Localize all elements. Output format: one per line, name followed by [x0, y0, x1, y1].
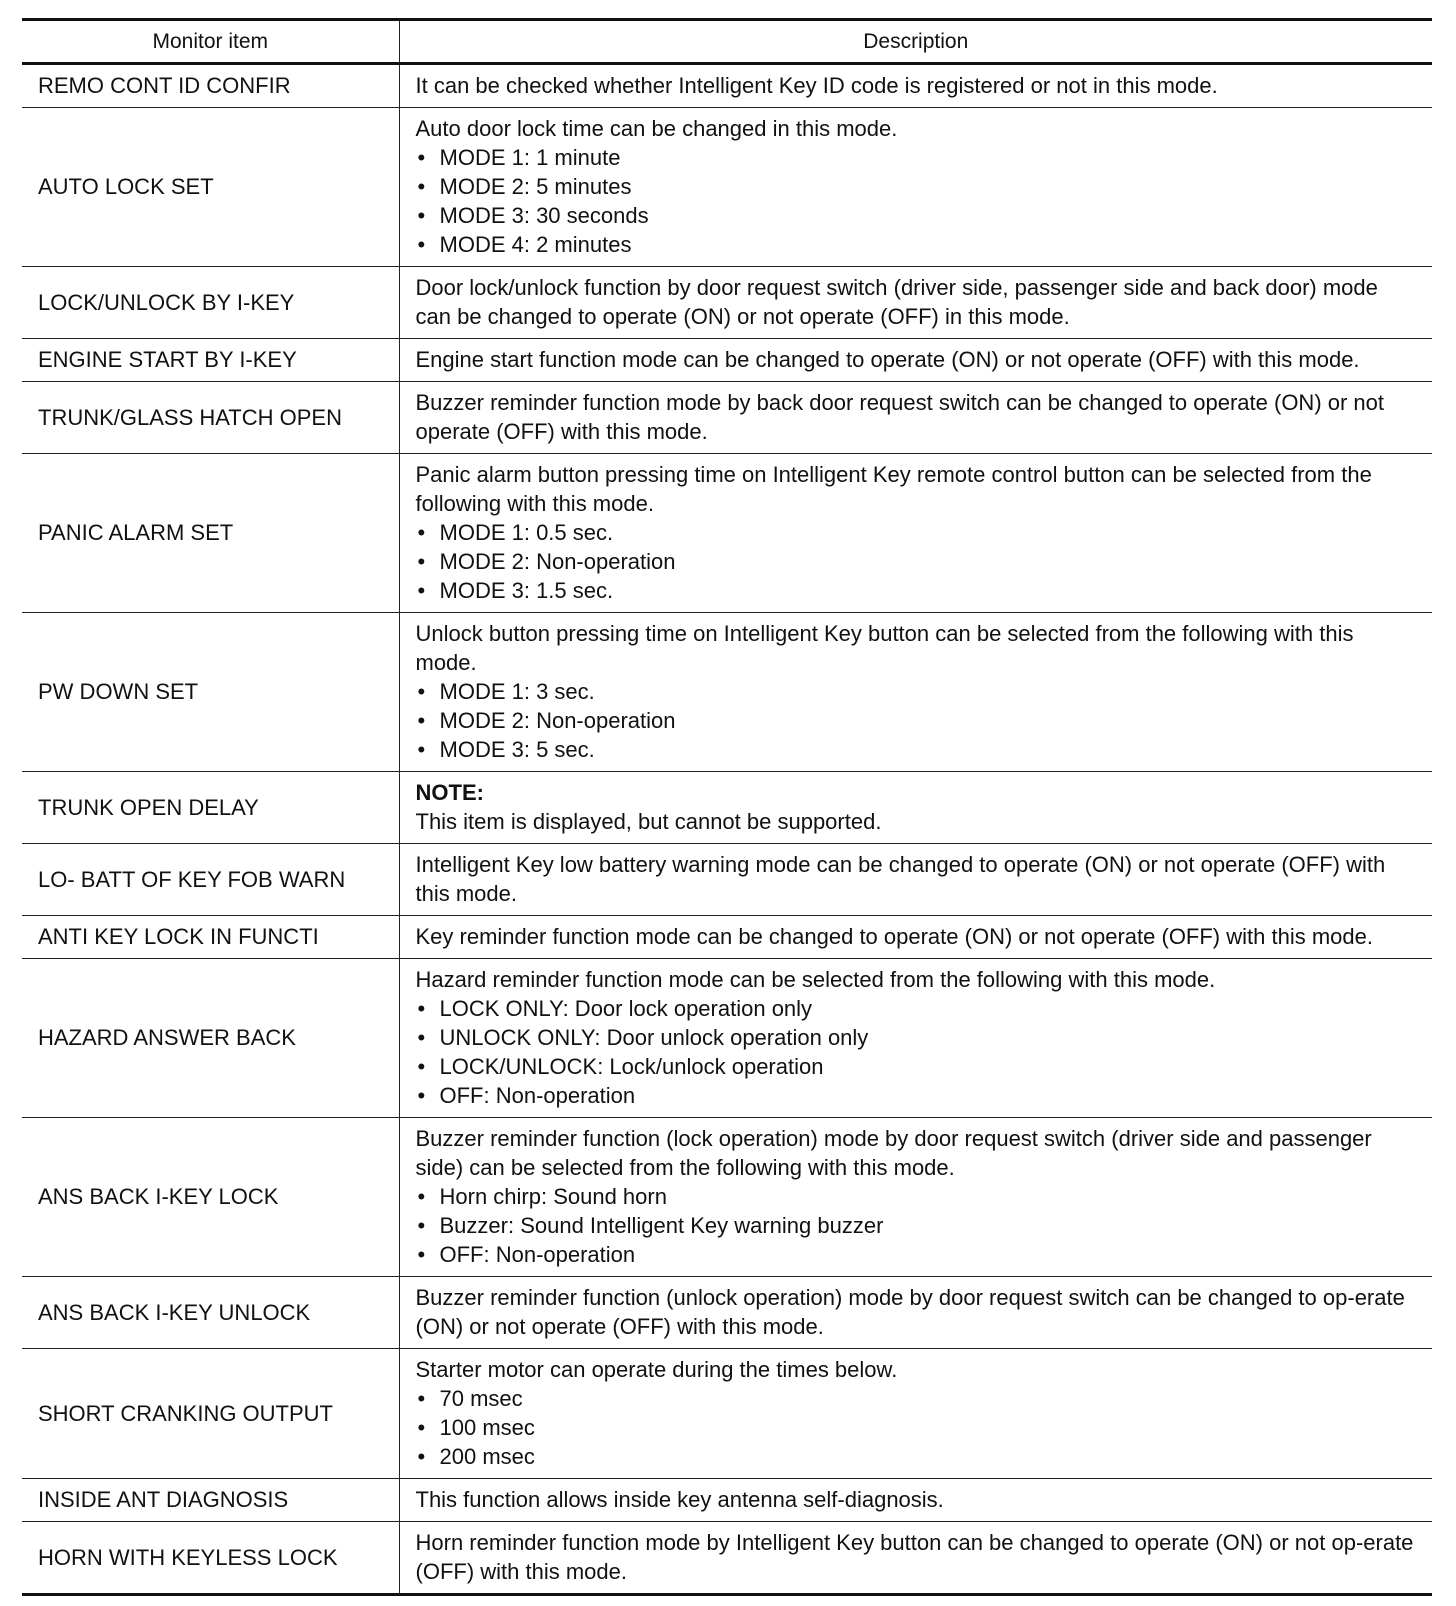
- description-text: Buzzer reminder function mode by back door request switch can be changed to operate (ON) or not operate (OFF) with this mode.: [415, 390, 1385, 444]
- monitor-item-cell: ANS BACK I-KEY LOCK: [22, 1118, 399, 1277]
- bullet-icon: •: [417, 174, 426, 199]
- list-item-text: LOCK ONLY: Door lock operation only: [439, 996, 813, 1021]
- description-cell: [399, 1522, 1432, 1595]
- bullet-icon: •: [417, 1213, 426, 1238]
- list-item: [416, 143, 1419, 172]
- monitor-item-cell: AUTO LOCK SET: [22, 108, 399, 267]
- list-item-text: MODE 4: 2 minutes: [439, 232, 632, 257]
- list-item: [416, 1240, 1419, 1269]
- list-item: [416, 677, 1419, 706]
- bullet-icon: •: [417, 203, 426, 228]
- description-cell: [399, 959, 1432, 1118]
- description-cell: [399, 772, 1432, 844]
- table-row: [22, 64, 1432, 108]
- list-item: [416, 1413, 1419, 1442]
- table-row: [22, 108, 1432, 267]
- list-item: [416, 735, 1419, 764]
- bullet-icon: •: [417, 520, 426, 545]
- description-text: Unlock button pressing time on Intelligent Key button can be selected from the following with this mode.: [415, 621, 1354, 675]
- bullet-icon: •: [417, 996, 426, 1021]
- table-header-row: [22, 20, 1432, 64]
- monitor-item-cell: ENGINE START BY I-KEY: [22, 339, 399, 382]
- monitor-item-cell: PANIC ALARM SET: [22, 454, 399, 613]
- list-item-text: MODE 3: 5 sec.: [439, 737, 595, 762]
- monitor-item-cell: ANS BACK I-KEY UNLOCK: [22, 1277, 399, 1349]
- list-item: [416, 576, 1419, 605]
- list-item-text: UNLOCK ONLY: Door unlock operation only: [439, 1025, 869, 1050]
- list-item: [416, 201, 1419, 230]
- monitor-item-cell: ANTI KEY LOCK IN FUNCTI: [22, 916, 399, 959]
- list-item: [416, 230, 1419, 259]
- description-cell: [399, 64, 1432, 108]
- list-item-text: MODE 3: 1.5 sec.: [439, 578, 614, 603]
- list-item: [416, 1023, 1419, 1052]
- table-row: [22, 844, 1432, 916]
- table-row: [22, 382, 1432, 454]
- list-item-text: LOCK/UNLOCK: Lock/unlock operation: [439, 1054, 824, 1079]
- monitor-item-cell: SHORT CRANKING OUTPUT: [22, 1349, 399, 1479]
- option-list: [416, 1182, 1419, 1269]
- header-monitor-item: Monitor item: [22, 20, 399, 64]
- description-text: Intelligent Key low battery warning mode can be changed to operate (ON) or not operate (OFF) with this mode.: [415, 852, 1386, 906]
- description-cell: [399, 1349, 1432, 1479]
- bullet-icon: •: [417, 1083, 426, 1108]
- description-text: Buzzer reminder function (unlock operation) mode by door request switch can be changed to op-erate (ON) or not operate (OFF) with this mode.: [415, 1285, 1405, 1339]
- option-list: [416, 518, 1419, 605]
- monitor-item-cell: HORN WITH KEYLESS LOCK: [22, 1522, 399, 1595]
- monitor-item-cell: TRUNK/GLASS HATCH OPEN: [22, 382, 399, 454]
- description-cell: [399, 382, 1432, 454]
- description-text: Horn reminder function mode by Intelligent Key button can be changed to operate (ON) or not op-erate (OFF) with this mode.: [415, 1530, 1414, 1584]
- table-row: [22, 454, 1432, 613]
- list-item-text: MODE 2: 5 minutes: [439, 174, 632, 199]
- list-item: [416, 518, 1419, 547]
- description-cell: [399, 613, 1432, 772]
- table-row: [22, 916, 1432, 959]
- monitor-item-cell: TRUNK OPEN DELAY: [22, 772, 399, 844]
- list-item: [416, 1442, 1419, 1471]
- option-list: [416, 677, 1419, 764]
- list-item-text: 100 msec: [439, 1415, 535, 1440]
- bullet-icon: •: [417, 1184, 426, 1209]
- description-text: This item is displayed, but cannot be supported.: [415, 809, 882, 834]
- description-cell: [399, 339, 1432, 382]
- description-text: This function allows inside key antenna self-diagnosis.: [415, 1487, 944, 1512]
- bullet-icon: •: [417, 1386, 426, 1411]
- description-text: It can be checked whether Intelligent Key ID code is registered or not in this mode.: [415, 73, 1218, 98]
- option-list: [416, 1384, 1419, 1471]
- description-text: Key reminder function mode can be changed to operate (ON) or not operate (OFF) with this mode.: [415, 924, 1373, 949]
- table-row: [22, 267, 1432, 339]
- monitor-item-cell: HAZARD ANSWER BACK: [22, 959, 399, 1118]
- monitor-item-cell: REMO CONT ID CONFIR: [22, 64, 399, 108]
- description-cell: [399, 1118, 1432, 1277]
- bullet-icon: •: [417, 549, 426, 574]
- bullet-icon: •: [417, 145, 426, 170]
- list-item: [416, 1211, 1419, 1240]
- list-item-text: MODE 1: 3 sec.: [439, 679, 595, 704]
- description-text: Starter motor can operate during the times below.: [415, 1357, 898, 1382]
- table-row: [22, 772, 1432, 844]
- description-text: Buzzer reminder function (lock operation) mode by door request switch (driver side and passenger side) can be selected from the following with this mode.: [415, 1126, 1372, 1180]
- bullet-icon: •: [417, 232, 426, 257]
- table-row: [22, 339, 1432, 382]
- monitor-item-cell: INSIDE ANT DIAGNOSIS: [22, 1479, 399, 1522]
- list-item: [416, 994, 1419, 1023]
- table-row: [22, 613, 1432, 772]
- description-cell: [399, 844, 1432, 916]
- list-item-text: 70 msec: [439, 1386, 523, 1411]
- option-list: [416, 994, 1419, 1110]
- description-cell: [399, 1277, 1432, 1349]
- description-cell: [399, 916, 1432, 959]
- list-item: [416, 547, 1419, 576]
- table-row: [22, 959, 1432, 1118]
- bullet-icon: •: [417, 1444, 426, 1469]
- table-row: [22, 1277, 1432, 1349]
- list-item-text: 200 msec: [439, 1444, 535, 1469]
- monitor-item-cell: PW DOWN SET: [22, 613, 399, 772]
- list-item: [416, 706, 1419, 735]
- bullet-icon: •: [417, 737, 426, 762]
- list-item-text: Buzzer: Sound Intelligent Key warning buzzer: [439, 1213, 884, 1238]
- description-text: Auto door lock time can be changed in this mode.: [415, 116, 898, 141]
- header-description: Description: [399, 20, 1432, 64]
- list-item-text: OFF: Non-operation: [439, 1083, 636, 1108]
- table-row: [22, 1479, 1432, 1522]
- monitor-item-table: [22, 18, 1432, 1596]
- bullet-icon: •: [417, 1415, 426, 1440]
- bullet-icon: •: [417, 1054, 426, 1079]
- list-item-text: Horn chirp: Sound horn: [439, 1184, 667, 1209]
- description-text: Hazard reminder function mode can be selected from the following with this mode.: [415, 967, 1216, 992]
- description-text: Door lock/unlock function by door request switch (driver side, passenger side and back door) mode can be changed to operate (ON) or not operate (OFF) in this mode.: [415, 275, 1378, 329]
- bullet-icon: •: [417, 1242, 426, 1267]
- list-item: [416, 1384, 1419, 1413]
- bullet-icon: •: [417, 578, 426, 603]
- monitor-item-cell: LO- BATT OF KEY FOB WARN: [22, 844, 399, 916]
- list-item-text: MODE 2: Non-operation: [439, 708, 676, 733]
- list-item-text: MODE 1: 1 minute: [439, 145, 621, 170]
- bullet-icon: •: [417, 708, 426, 733]
- monitor-item-cell: LOCK/UNLOCK BY I-KEY: [22, 267, 399, 339]
- list-item-text: MODE 1: 0.5 sec.: [439, 520, 614, 545]
- list-item: [416, 172, 1419, 201]
- list-item-text: OFF: Non-operation: [439, 1242, 636, 1267]
- description-cell: [399, 1479, 1432, 1522]
- note-label: NOTE:: [415, 780, 484, 805]
- list-item: [416, 1081, 1419, 1110]
- description-text: Engine start function mode can be changed to operate (ON) or not operate (OFF) with this mode.: [415, 347, 1360, 372]
- table-row: [22, 1522, 1432, 1595]
- bullet-icon: •: [417, 679, 426, 704]
- table-row: [22, 1118, 1432, 1277]
- description-text: Panic alarm button pressing time on Intelligent Key remote control button can be selected from the following with this mode.: [415, 462, 1372, 516]
- list-item: [416, 1182, 1419, 1211]
- table-row: [22, 1349, 1432, 1479]
- monitor-item-document: [22, 18, 1432, 1596]
- list-item-text: MODE 2: Non-operation: [439, 549, 676, 574]
- description-cell: [399, 108, 1432, 267]
- bullet-icon: •: [417, 1025, 426, 1050]
- description-cell: [399, 454, 1432, 613]
- list-item: [416, 1052, 1419, 1081]
- list-item-text: MODE 3: 30 seconds: [439, 203, 649, 228]
- option-list: [416, 143, 1419, 259]
- description-cell: [399, 267, 1432, 339]
